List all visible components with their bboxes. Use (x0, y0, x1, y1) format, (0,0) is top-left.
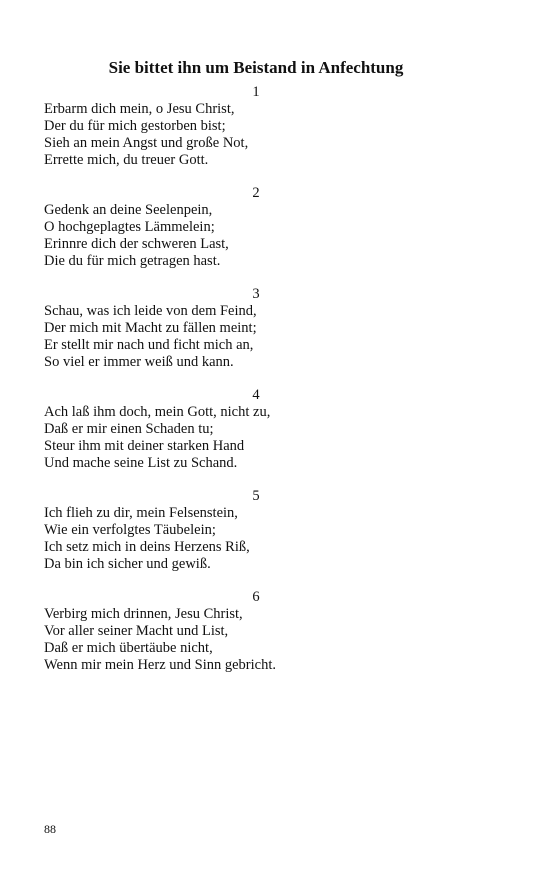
verse-line: Erinnre dich der schweren Last, (44, 236, 229, 252)
stanza-6 (44, 589, 468, 674)
verse-line: Sieh an mein Angst und große Not, (44, 135, 249, 151)
verse-line: Steur ihm mit deiner starken Hand (44, 438, 245, 454)
verse-line: O hochgeplagtes Lämmelein; (44, 219, 215, 235)
verse-line: So viel er immer weiß und kann. (44, 354, 234, 370)
poem-title: Sie bittet ihn um Beistand in Anfechtung (108, 58, 404, 77)
verse-line: Ach laß ihm doch, mein Gott, nicht zu, (44, 404, 271, 420)
stanza-number: 5 (252, 488, 260, 504)
verse-line: Und mache seine List zu Schand. (44, 455, 238, 471)
verse-line: Verbirg mich drinnen, Jesu Christ, (44, 606, 243, 622)
page-number: 88 (44, 822, 56, 836)
verse-line: Daß er mich übertäube nicht, (44, 640, 213, 656)
verse-line: Ich flieh zu dir, mein Felsenstein, (44, 505, 238, 521)
verse-line: Er stellt mir nach und ficht mich an, (44, 337, 254, 353)
stanza-2 (44, 185, 468, 270)
verse-line: Vor aller seiner Macht und List, (44, 623, 229, 639)
verse-line: Da bin ich sicher und gewiß. (44, 556, 211, 572)
verse-line: Wie ein verfolgtes Täubelein; (44, 522, 216, 538)
stanza-number: 3 (252, 286, 260, 302)
verse-line: Daß er mir einen Schaden tu; (44, 421, 214, 437)
verse-line: Schau, was ich leide von dem Feind, (44, 303, 257, 319)
verse-line: Errette mich, du treuer Gott. (44, 152, 209, 168)
verse-line: Gedenk an deine Seelenpein, (44, 202, 213, 218)
stanza-3 (44, 286, 468, 371)
verse-line: Ich setz mich in deins Herzens Riß, (44, 539, 250, 555)
stanza-4 (44, 387, 468, 472)
stanza-5 (44, 488, 468, 573)
verse-line: Erbarm dich mein, o Jesu Christ, (44, 101, 235, 117)
stanza-1 (44, 84, 468, 169)
stanza-number: 2 (252, 185, 260, 201)
verse-line: Der mich mit Macht zu fällen meint; (44, 320, 257, 336)
stanza-number: 6 (252, 589, 260, 605)
verse-line: Die du für mich getragen hast. (44, 253, 221, 269)
verse-line: Der du für mich gestorben bist; (44, 118, 226, 134)
stanza-number: 1 (252, 84, 260, 100)
stanza-number: 4 (252, 387, 260, 403)
verse-line: Wenn mir mein Herz und Sinn gebricht. (44, 657, 276, 673)
